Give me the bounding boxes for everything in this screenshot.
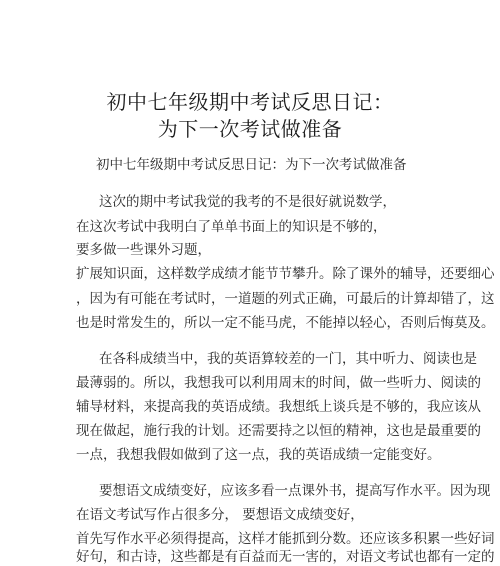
paragraph-line: 扩展知识面，这样数学成绩才能节节攀升。除了课外的辅导，还要细心 bbox=[76, 266, 495, 282]
paragraph-line: 在各科成绩当中，我的英语算较差的一门，其中听力、阅读也是 bbox=[99, 351, 477, 367]
paragraph-line: 辅导材料，来提高我的英语成绩。我想纸上谈兵是不够的，我应该从 bbox=[76, 399, 481, 415]
paragraph-line: 也是时常发生的，所以一定不能马虎，不能掉以轻心，否则后悔莫及。 bbox=[76, 315, 495, 331]
paragraph-line: 这次的期中考试我觉的我考的不是很好就说数学， bbox=[99, 194, 396, 210]
paragraph-line: 现在做起，施行我的计划。还需要持之以恒的精神，这也是最重要的 bbox=[76, 423, 481, 439]
paragraph-line: ，因为有可能在考试时，一道题的列式正确，可最后的计算却错了，这 bbox=[76, 291, 495, 307]
paragraph-line: 好句，和古诗，这些都是有百益而无一害的，对语文考试也都有一定的 bbox=[76, 549, 495, 565]
title-line-2: 为下一次考试做准备 bbox=[157, 117, 343, 141]
paragraph-line: 要想语文成绩变好，应该多看一点课外书，提高写作水平。因为现 bbox=[99, 483, 491, 499]
paragraph-line: 在这次考试中我明白了单单书面上的知识是不够的， bbox=[76, 219, 387, 235]
title-line-1: 初中七年级期中考试反思日记： bbox=[106, 90, 394, 114]
paragraph-line: 在语文考试写作占很多分， 要想语文成绩变好， bbox=[76, 507, 364, 523]
paragraph-line: 最薄弱的。所以，我想我可以利用周末的时间，做一些听力、阅读的 bbox=[76, 375, 481, 391]
paragraph-line: 首先写作水平必须得提高，这样才能抓到分数。还应该多积累一些好词 bbox=[76, 531, 495, 547]
paragraph-line: 要多做一些课外习题， bbox=[76, 242, 211, 258]
subtitle: 初中七年级期中考试反思日记：为下一次考试做准备 bbox=[96, 157, 407, 173]
paragraph-line: 一点，我想我假如做到了这一点，我的英语成绩一定能变好。 bbox=[76, 447, 441, 463]
